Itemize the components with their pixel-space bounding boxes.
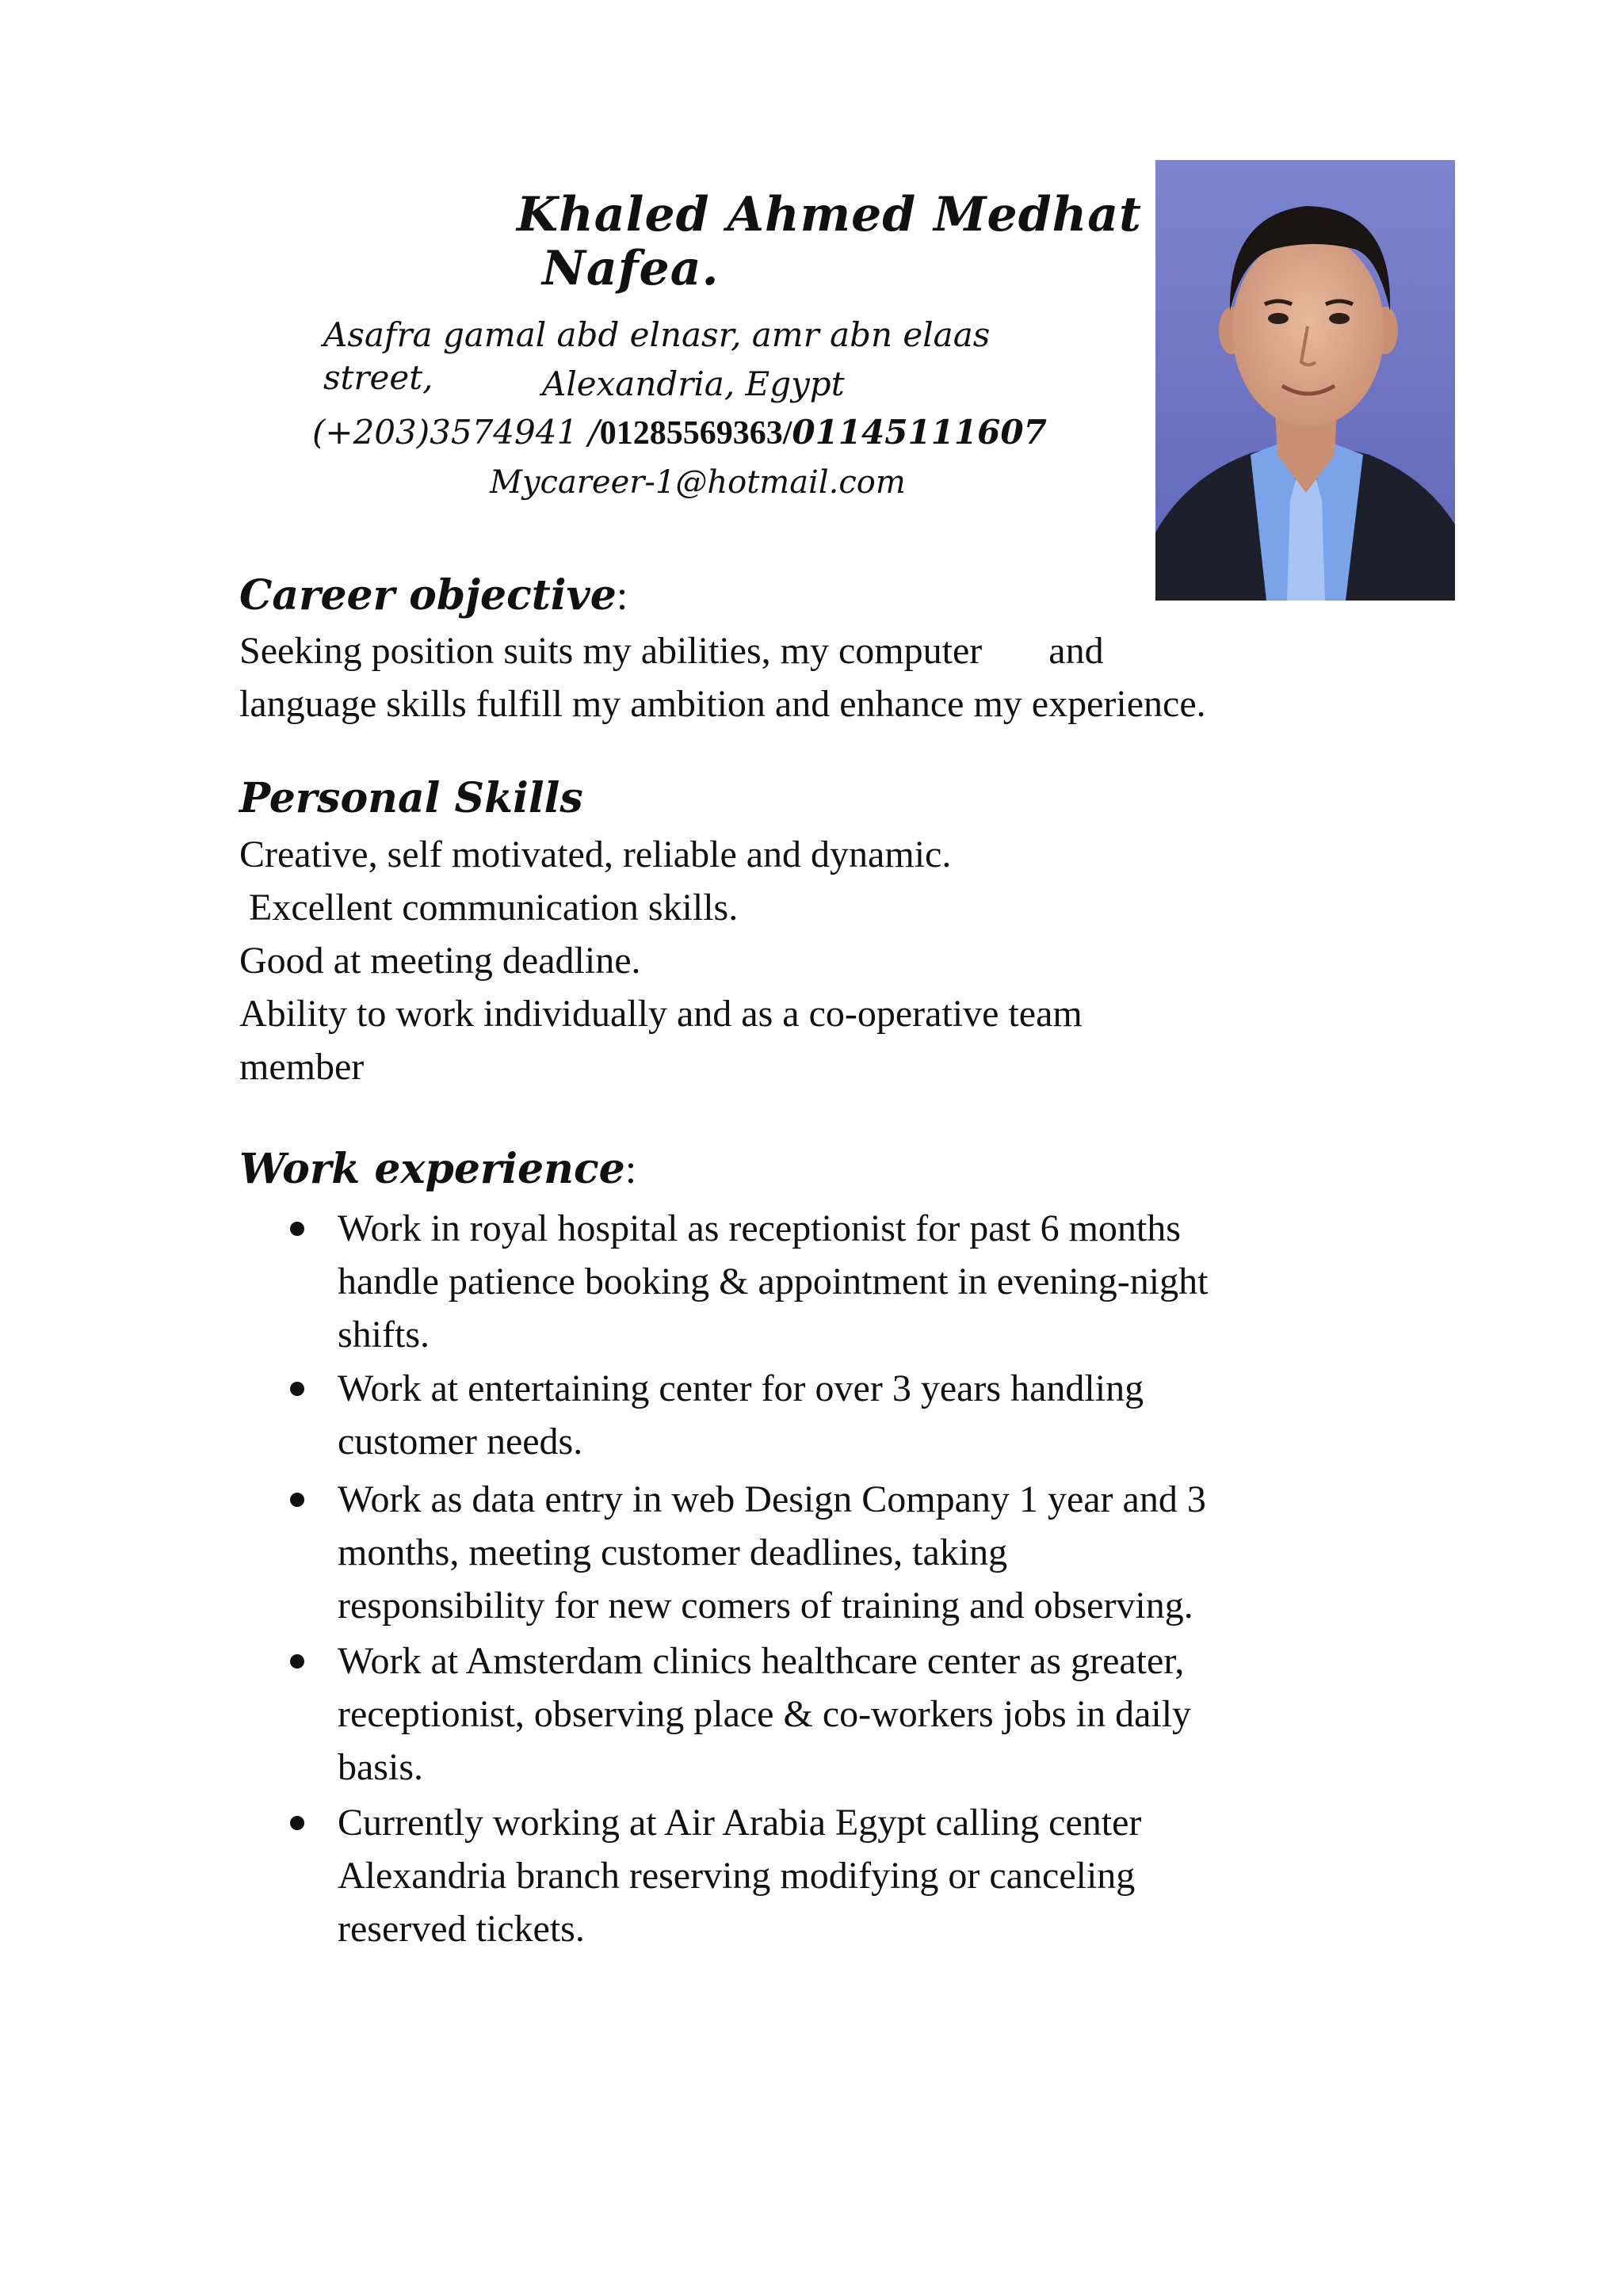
work-experience-colon: : <box>624 1147 637 1192</box>
personal-skill-line: Creative, self motivated, reliable and dynamic. <box>239 833 952 875</box>
work-item-line: receptionist, observing place & co-workers jobs in daily <box>338 1693 1192 1735</box>
work-item-line: months, meeting customer deadlines, taking <box>338 1531 1008 1573</box>
career-objective-heading-text: Career objective <box>239 571 617 620</box>
career-objective-heading <box>239 570 628 622</box>
work-item-line: reserved tickets. <box>338 1908 585 1950</box>
applicant-name-line1: Khaled Ahmed Medhat <box>517 187 1142 242</box>
personal-skills-heading: Personal Skills <box>239 774 583 822</box>
applicant-photo <box>1155 160 1455 601</box>
personal-skill-line: Good at meeting deadline. <box>239 940 641 982</box>
career-objective-colon: : <box>616 574 628 619</box>
career-objective-line: language skills fulfill my ambition and enhance my experience. <box>239 683 1206 725</box>
work-experience-heading <box>239 1144 636 1196</box>
bullet-icon <box>290 1493 304 1507</box>
bullet-icon <box>290 1382 304 1396</box>
phone-mobile1: 01285569363/ <box>599 415 792 452</box>
career-objective-line: Seeking position suits my abilities, my computer and <box>239 630 1104 672</box>
work-item-line: Work at entertaining center for over 3 years handling <box>338 1367 1144 1409</box>
work-item-line: responsibility for new comers of training and observing. <box>338 1585 1193 1627</box>
phone-landline: (+203)3574941 / <box>312 413 600 452</box>
work-item-line: Work at Amsterdam clinics healthcare center as greater, <box>338 1640 1185 1682</box>
bullet-icon <box>290 1222 304 1236</box>
phone-numbers <box>312 410 1047 456</box>
work-item-line: Work as data entry in web Design Company 1 year and 3 <box>338 1478 1206 1520</box>
personal-skill-line: member <box>239 1046 365 1088</box>
address-line1: Asafra gamal abd elnasr, amr abn elaas street, <box>323 315 991 397</box>
bullet-icon <box>290 1654 304 1669</box>
work-item-line: handle patience booking & appointment in evening-night <box>338 1261 1209 1302</box>
work-item-line: Currently working at Air Arabia Egypt calling center <box>338 1802 1142 1844</box>
work-item-line: shifts. <box>338 1314 430 1356</box>
address-line2: Alexandria, Egypt <box>542 364 845 403</box>
email-address: Mycareer-1@hotmail.com <box>490 464 906 501</box>
work-item-line: basis. <box>338 1746 423 1788</box>
work-item-line: Work in royal hospital as receptionist for past 6 months <box>338 1207 1181 1249</box>
bullet-icon <box>290 1816 304 1830</box>
personal-skill-line: Ability to work individually and as a co-operative team <box>239 993 1083 1035</box>
personal-skill-line: Excellent communication skills. <box>239 887 739 929</box>
work-experience-heading-text: Work experience <box>239 1145 625 1193</box>
work-item-line: Alexandria branch reserving modifying or canceling <box>338 1855 1136 1897</box>
phone-mobile2: 01145111607 <box>792 413 1047 452</box>
applicant-name-line2: Nafea. <box>542 241 720 296</box>
work-item-line: customer needs. <box>338 1421 583 1463</box>
